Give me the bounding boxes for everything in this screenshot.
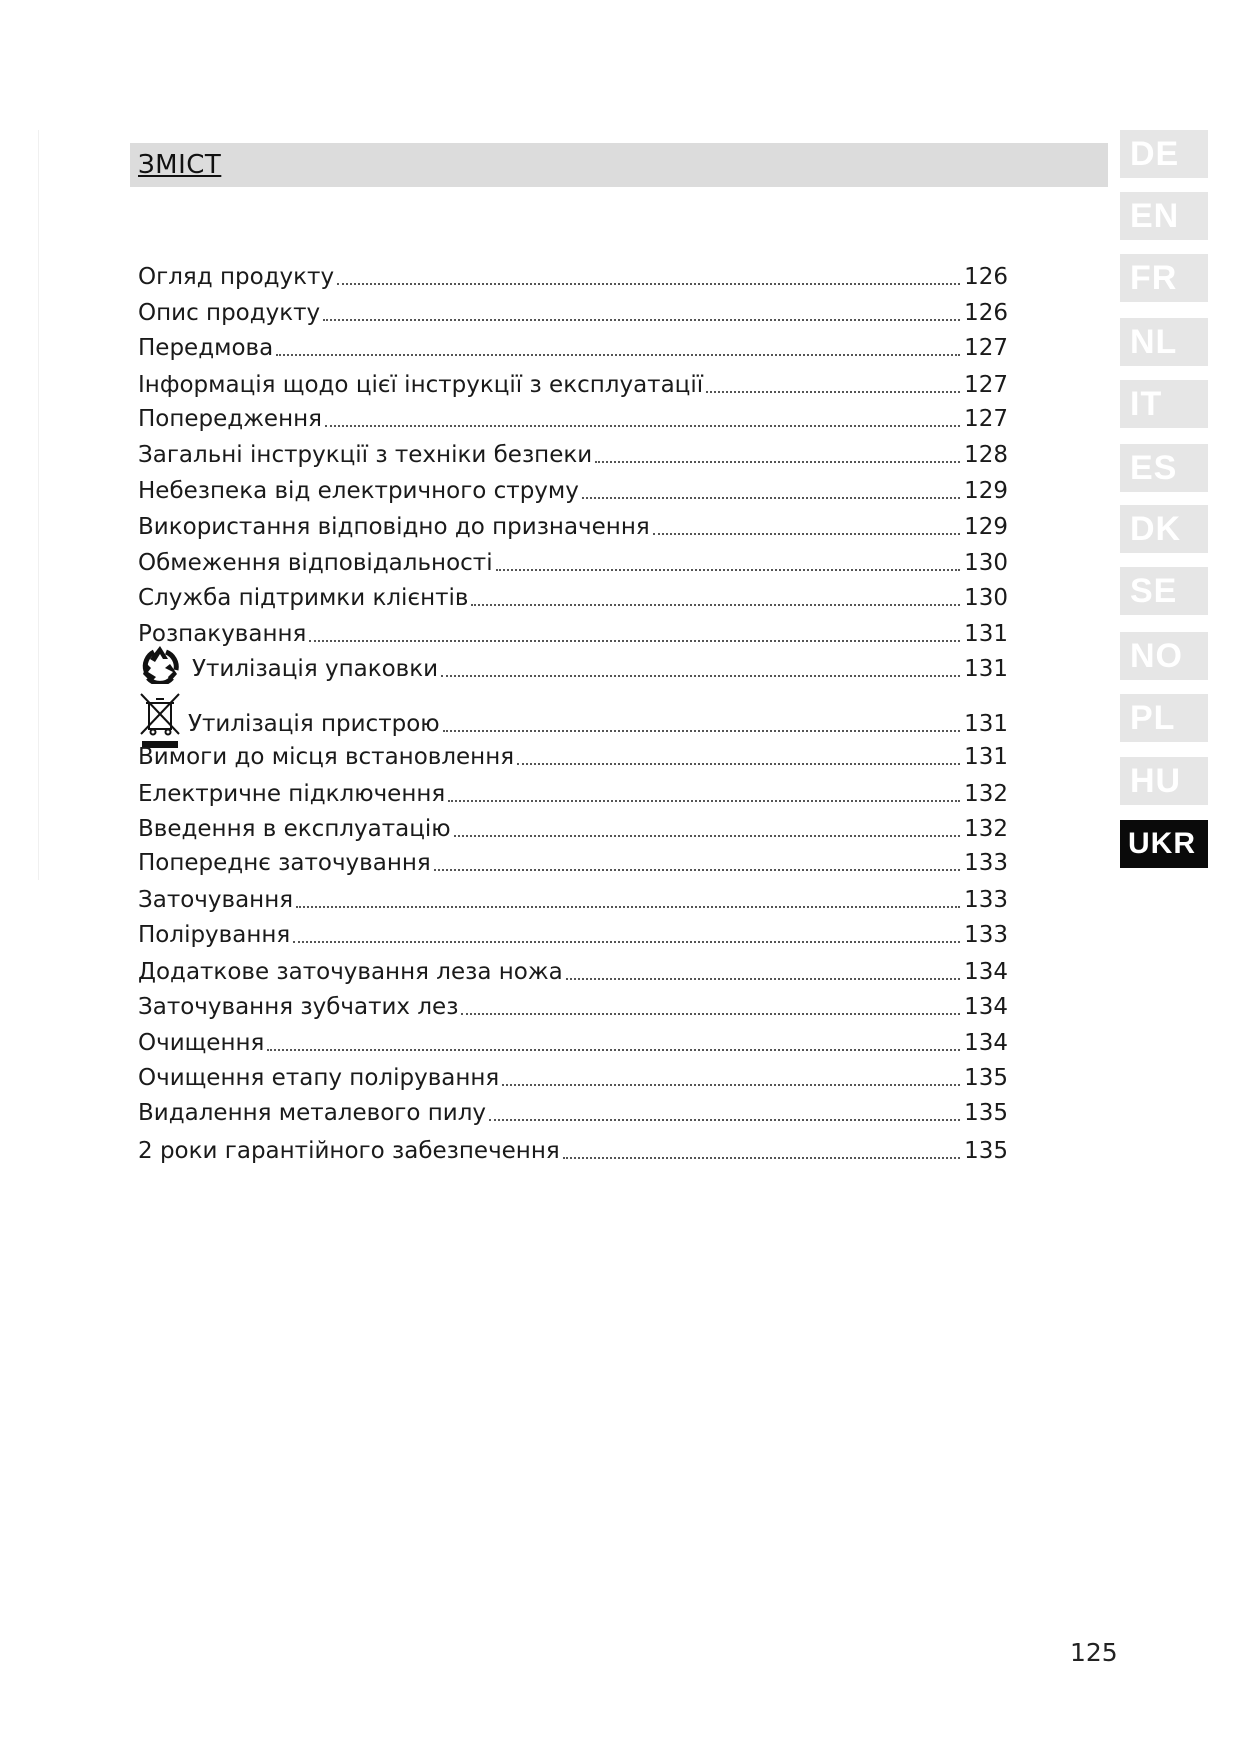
language-tab-fr[interactable]: FR <box>1120 254 1208 302</box>
toc-entry[interactable] <box>138 613 1008 649</box>
language-tab-se[interactable]: SE <box>1120 567 1208 615</box>
toc-entry[interactable] <box>138 1092 1008 1128</box>
toc-leader-dots <box>325 425 960 427</box>
toc-leader-dots <box>517 763 960 765</box>
toc-entry-page: 134 <box>964 994 1008 1020</box>
toc-leader-dots <box>443 730 960 732</box>
toc-entry-page: 127 <box>964 372 1008 398</box>
toc-entry-page: 132 <box>964 781 1008 807</box>
toc-entry-title: Інформація щодо цієї інструкції з експлуатації <box>138 372 704 398</box>
language-tab-de[interactable]: DE <box>1120 130 1208 178</box>
toc-entry[interactable] <box>138 1130 1008 1166</box>
page-number: 125 <box>1070 1638 1118 1667</box>
toc-leader-dots <box>653 533 960 535</box>
language-tab-es[interactable]: ES <box>1120 444 1208 492</box>
toc-entry[interactable] <box>138 327 1008 363</box>
language-tab-dk[interactable]: DK <box>1120 505 1208 553</box>
toc-entry-page: 128 <box>964 442 1008 468</box>
toc-entry[interactable] <box>138 1057 1008 1093</box>
toc-entry[interactable] <box>138 808 1008 844</box>
toc-leader-dots <box>566 978 960 980</box>
toc-entry[interactable] <box>138 842 1008 878</box>
toc-entry-title: Очищення <box>138 1030 265 1056</box>
toc-entry[interactable] <box>138 364 1008 400</box>
toc-leader-dots <box>267 1049 960 1051</box>
toc-entry-page: 135 <box>964 1100 1008 1126</box>
language-tab-en[interactable]: EN <box>1120 192 1208 240</box>
toc-leader-dots <box>293 941 960 943</box>
toc-entry[interactable] <box>138 736 1008 772</box>
toc-entry[interactable] <box>138 434 1008 470</box>
toc-entry-page: 134 <box>964 959 1008 985</box>
toc-leader-dots <box>434 869 960 871</box>
toc-entry-page: 131 <box>964 744 1008 770</box>
toc-entry-title: Передмова <box>138 335 274 361</box>
toc-entry[interactable] <box>138 292 1008 328</box>
toc-entry-title: Електричне підключення <box>138 781 446 807</box>
toc-entry[interactable] <box>138 951 1008 987</box>
toc-entry-title: Заточування <box>138 887 294 913</box>
toc-entry-page: 133 <box>964 850 1008 876</box>
toc-entry-title: Введення в експлуатацію <box>138 816 451 842</box>
toc-entry-page: 131 <box>964 656 1008 682</box>
toc-entry-title: Утилізація упаковки <box>192 656 439 682</box>
recycle-icon <box>138 644 182 684</box>
toc-leader-dots <box>502 1084 960 1086</box>
section-header-bar <box>130 143 1108 187</box>
toc-leader-dots <box>454 835 960 837</box>
toc-entry-title: Попередження <box>138 406 322 432</box>
toc-entry[interactable] <box>138 398 1008 434</box>
toc-entry-title: Використання відповідно до призначення <box>138 514 650 540</box>
toc-entry-title: Попереднє заточування <box>138 850 431 876</box>
toc-entry[interactable] <box>138 1022 1008 1058</box>
toc-entry-page: 132 <box>964 816 1008 842</box>
toc-entry-title: Заточування зубчатих лез <box>138 994 459 1020</box>
toc-entry-page: 129 <box>964 478 1008 504</box>
toc-entry[interactable] <box>138 879 1008 915</box>
toc-entry-title: Небезпека від електричного струму <box>138 478 579 504</box>
toc-entry-title: Видалення металевого пилу <box>138 1100 487 1126</box>
toc-entry[interactable] <box>138 986 1008 1022</box>
toc-entry-title: Утилізація пристрою <box>188 711 440 737</box>
toc-entry-page: 127 <box>964 335 1008 361</box>
toc-entry[interactable] <box>138 506 1008 542</box>
toc-entry-page: 133 <box>964 922 1008 948</box>
toc-entry-page: 126 <box>964 264 1008 290</box>
page-title: ЗМІСТ <box>138 150 222 180</box>
toc-entry-title: Загальні інструкції з техніки безпеки <box>138 442 593 468</box>
toc-leader-dots <box>706 391 960 393</box>
toc-entry[interactable] <box>138 773 1008 809</box>
toc-entry-title: Додаткове заточування леза ножа <box>138 959 563 985</box>
toc-entry-page: 133 <box>964 887 1008 913</box>
toc-entry-page: 130 <box>964 550 1008 576</box>
toc-entry[interactable] <box>138 470 1008 506</box>
toc-leader-dots <box>582 497 960 499</box>
language-tab-no[interactable]: NO <box>1120 632 1208 680</box>
toc-entry-page: 131 <box>964 621 1008 647</box>
toc-leader-dots <box>337 283 960 285</box>
language-tab-pl[interactable]: PL <box>1120 694 1208 742</box>
toc-entry-title: Служба підтримки клієнтів <box>138 585 469 611</box>
toc-leader-dots <box>448 800 960 802</box>
toc-entry[interactable] <box>138 256 1008 292</box>
language-tab-it[interactable]: IT <box>1120 380 1208 428</box>
toc-entry-page: 129 <box>964 514 1008 540</box>
language-tab-nl[interactable]: NL <box>1120 318 1208 366</box>
toc-leader-dots <box>595 461 960 463</box>
toc-entry-title: Огляд продукту <box>138 264 335 290</box>
toc-leader-dots <box>441 675 960 677</box>
toc-entry-page: 127 <box>964 406 1008 432</box>
language-tab-hu[interactable]: HU <box>1120 757 1208 805</box>
toc-leader-dots <box>471 604 960 606</box>
toc-entry-page: 135 <box>964 1138 1008 1164</box>
toc-leader-dots <box>461 1013 960 1015</box>
toc-entry[interactable] <box>138 703 1008 739</box>
toc-entry[interactable] <box>138 914 1008 950</box>
toc-leader-dots <box>489 1119 960 1121</box>
toc-leader-dots <box>309 640 960 642</box>
toc-entry[interactable] <box>138 648 1008 684</box>
toc-entry-title: Обмеження відповідальності <box>138 550 493 576</box>
toc-entry-title: Полірування <box>138 922 291 948</box>
toc-entry-title: Опис продукту <box>138 300 321 326</box>
toc-leader-dots <box>496 569 961 571</box>
toc-leader-dots <box>323 319 960 321</box>
margin-rule <box>38 130 39 880</box>
toc-entry-title: Очищення етапу полірування <box>138 1065 500 1091</box>
toc-entry-page: 126 <box>964 300 1008 326</box>
toc-leader-dots <box>276 354 960 356</box>
toc-entry-title: Розпакування <box>138 621 307 647</box>
toc-entry-page: 131 <box>964 711 1008 737</box>
toc-leader-dots <box>296 906 960 908</box>
toc-entry-page: 135 <box>964 1065 1008 1091</box>
toc-entry-page: 134 <box>964 1030 1008 1056</box>
toc-entry-page: 130 <box>964 585 1008 611</box>
toc-entry-title: Вимоги до місця встановлення <box>138 744 515 770</box>
toc-entry[interactable] <box>138 577 1008 613</box>
toc-leader-dots <box>563 1157 960 1159</box>
toc-entry[interactable] <box>138 542 1008 578</box>
toc-entry-title: 2 роки гарантійного забезпечення <box>138 1138 560 1164</box>
language-tab-ukr[interactable]: UKR <box>1120 820 1208 868</box>
